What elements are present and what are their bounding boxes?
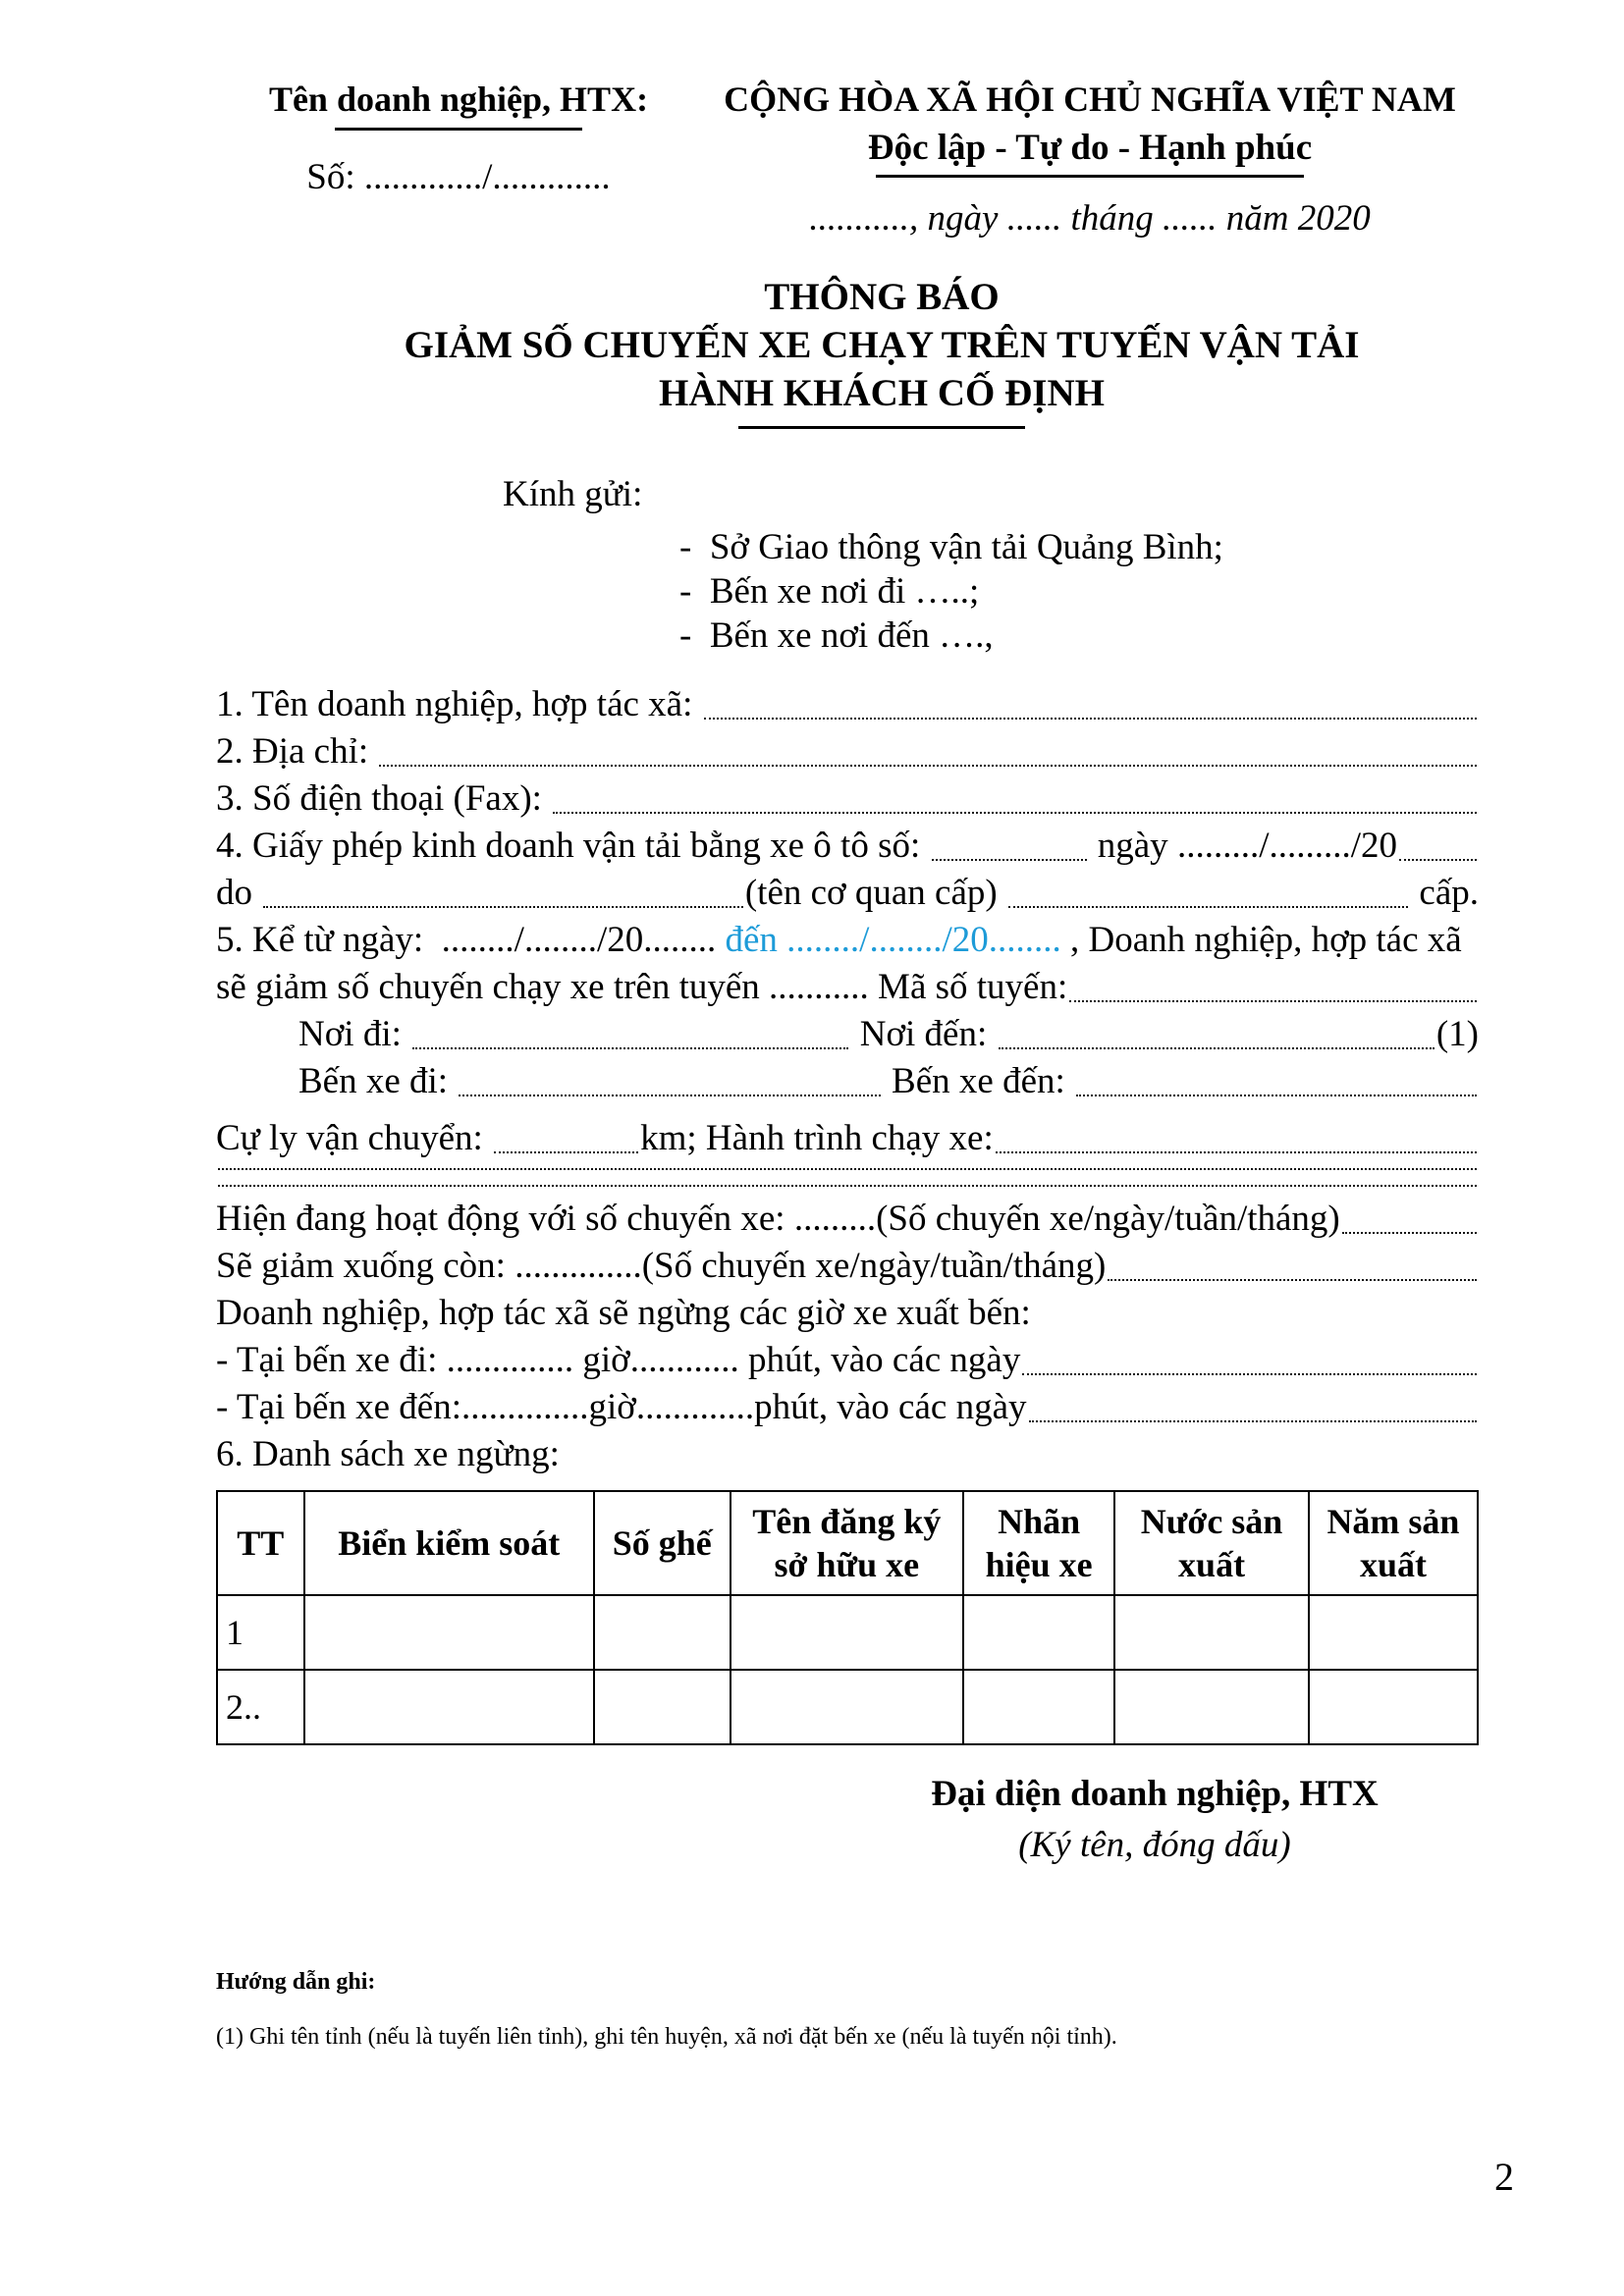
line-text: km; Hành trình chạy xe: — [640, 1118, 994, 1158]
date-line: ..........., ngày ...... tháng ...... năm 2020 — [809, 198, 1371, 239]
line-giam-so-chuyen — [216, 964, 1479, 1011]
dotted-fill — [1108, 1279, 1477, 1281]
header-left-block — [216, 77, 701, 240]
line-text: - Tại bến xe đến:..............giờ.............phút, vào các ngày — [216, 1387, 1027, 1427]
document-number-line: Số: ............./............. — [306, 157, 611, 197]
line-co-quan-cap — [216, 870, 1479, 917]
table-header-row — [217, 1491, 1478, 1595]
form-body — [216, 681, 1479, 1478]
line-text: (tên cơ quan cấp) — [744, 873, 1006, 913]
line-tai-ben-xe-den — [216, 1384, 1479, 1431]
line-hien-dang-hoat-dong — [216, 1196, 1479, 1243]
document-header — [216, 77, 1479, 240]
stopped-vehicles-table — [216, 1490, 1479, 1745]
table-column-header: Tên đăng ký sở hữu xe — [731, 1491, 964, 1595]
dotted-fill — [1029, 1420, 1478, 1422]
table-cell — [1114, 1595, 1309, 1670]
line-text: ........./........./20 — [1176, 826, 1397, 866]
dotted-fill — [494, 1151, 638, 1153]
line-text: 2. Địa chỉ: — [216, 731, 378, 772]
dotted-fill — [1399, 859, 1477, 861]
dotted-fill — [1076, 1095, 1477, 1096]
line-text: Doanh nghiệp, hợp tác xã sẽ ngừng các giờ xe xuất bến: — [216, 1293, 1031, 1333]
table-cell — [1114, 1670, 1309, 1744]
table-cell — [304, 1595, 594, 1670]
line-hanh-trinh-dots-1 — [216, 1168, 1479, 1179]
header-left-underline — [335, 128, 582, 131]
line-text: 6. Danh sách xe ngừng: — [216, 1434, 560, 1474]
line-dia-chi — [216, 728, 1479, 775]
title-line-1: THÔNG BÁO — [764, 276, 1000, 318]
line-text: Nơi đến: — [850, 1014, 997, 1054]
line-danh-sach-xe-ngung — [216, 1431, 1479, 1478]
title-line-2: GIẢM SỐ CHUYẾN XE CHẠY TRÊN TUYẾN VẬN TẢI — [404, 324, 1360, 366]
line-text: .............. — [514, 1246, 642, 1286]
header-right-block — [701, 77, 1479, 240]
table-cell — [731, 1670, 964, 1744]
table-cell — [1309, 1595, 1478, 1670]
table-cell — [594, 1670, 731, 1744]
recipient-item: - Bến xe nơi đến …., — [679, 615, 994, 656]
line-tai-ben-xe-di — [216, 1337, 1479, 1384]
title-underline — [738, 426, 1025, 429]
recipients-label: Kính gửi: — [503, 474, 643, 514]
footnote — [216, 1967, 1479, 2052]
company-name-label: Tên doanh nghiệp, HTX: — [268, 80, 649, 119]
line-text: ngày — [1088, 826, 1177, 866]
document-content — [216, 77, 1479, 1869]
footnote-text: (1) Ghi tên tỉnh (nếu là tuyến liên tỉnh), ghi tên huyện, xã nơi đặt bến xe (nếu là tuyến nội tỉnh). — [216, 2024, 1117, 2050]
table-cell — [304, 1670, 594, 1744]
line-giay-phep — [216, 823, 1479, 870]
line-ten-doanh-nghiep — [216, 681, 1479, 728]
national-motto: Độc lập - Tự do - Hạnh phúc — [867, 128, 1313, 168]
line-text: - Tại bến xe đi: .............. giờ............ phút, vào các ngày — [216, 1340, 1021, 1380]
table-cell — [963, 1670, 1114, 1744]
line-dien-thoai — [216, 775, 1479, 823]
table-column-header: TT — [217, 1491, 304, 1595]
table-column-header: Biển kiểm soát — [304, 1491, 594, 1595]
dotted-fill — [932, 859, 1087, 861]
dotted-fill — [1022, 1373, 1477, 1375]
recipient-item: - Bến xe nơi đi …..; — [679, 571, 980, 612]
line-text: ........... — [769, 967, 869, 1007]
table-column-header: Nước sản xuất — [1114, 1491, 1309, 1595]
signature-block — [831, 1771, 1479, 1869]
line-text: (Số chuyến xe/ngày/tuần/tháng) — [641, 1246, 1107, 1286]
line-text: Nơi đi: — [298, 1014, 411, 1054]
line-text: (1) — [1435, 1014, 1480, 1054]
national-title: CỘNG HÒA XÃ HỘI CHỦ NGHĨA VIỆT NAM — [724, 80, 1456, 119]
dotted-fill — [1008, 906, 1408, 908]
table-cell: 1 — [217, 1595, 304, 1670]
table-body — [217, 1595, 1478, 1744]
dotted-fill — [263, 906, 743, 908]
dotted-fill — [218, 1168, 1477, 1170]
table-column-header: Số ghế — [594, 1491, 731, 1595]
table-column-header: Nhãn hiệu xe — [963, 1491, 1114, 1595]
line-noi-di-noi-den — [298, 1011, 1479, 1058]
title-line-3: HÀNH KHÁCH CỐ ĐỊNH — [659, 372, 1105, 414]
line-text: Sẽ giảm xuống còn: — [216, 1246, 515, 1286]
line-text: Mã số tuyến: — [868, 967, 1068, 1007]
line-text: sẽ giảm số chuyến chạy xe trên tuyến — [216, 967, 770, 1007]
line-text: 1. Tên doanh nghiệp, hợp tác xã: — [216, 684, 702, 724]
dotted-fill — [412, 1047, 848, 1049]
dotted-fill — [999, 1047, 1435, 1049]
line-cu-ly — [216, 1115, 1479, 1162]
header-right-underline — [876, 175, 1304, 178]
dotted-fill — [704, 718, 1477, 720]
recipients-list — [679, 525, 1479, 658]
dotted-fill — [379, 765, 1477, 767]
line-text: cấp. — [1410, 873, 1479, 913]
signature-title: Đại diện doanh nghiệp, HTX — [931, 1774, 1379, 1814]
line-text: (Số chuyến xe/ngày/tuần/tháng) — [876, 1199, 1340, 1239]
line-se-giam-xuong — [216, 1243, 1479, 1290]
line-ngung-gio-xuat-ben — [216, 1290, 1479, 1337]
table-column-header: Năm sản xuất — [1309, 1491, 1478, 1595]
dotted-fill — [1069, 1000, 1477, 1002]
signature-instruction: (Ký tên, đóng dấu) — [1018, 1825, 1291, 1865]
line-text: Bến xe đến: — [882, 1061, 1075, 1101]
line-text: 5. Kể từ ngày: ......../......../20........ — [216, 920, 726, 960]
page-number: 2 — [1494, 2155, 1514, 2199]
recipient-item: - Sở Giao thông vận tải Quảng Bình; — [679, 527, 1223, 567]
line-ke-tu-ngay — [216, 917, 1479, 964]
dotted-fill — [1342, 1232, 1477, 1234]
dotted-fill — [996, 1151, 1477, 1153]
table-row — [217, 1595, 1478, 1670]
dotted-fill — [459, 1095, 880, 1096]
line-text: , Doanh nghiệp, hợp tác xã — [1060, 920, 1462, 960]
table-cell — [594, 1595, 731, 1670]
footnote-label: Hướng dẫn ghi: — [216, 1969, 376, 1995]
line-text: ......... — [793, 1199, 877, 1239]
document-title — [285, 273, 1479, 429]
line-text: 4. Giấy phép kinh doanh vận tải bằng xe ô tô số: — [216, 826, 930, 866]
table-cell: 2.. — [217, 1670, 304, 1744]
line-hanh-trinh-dots-2 — [216, 1185, 1479, 1196]
line-text: Hiện đang hoạt động với số chuyến xe: — [216, 1199, 794, 1239]
line-text: 3. Số điện thoại (Fax): — [216, 778, 552, 819]
line-text: Bến xe đi: — [298, 1061, 458, 1101]
line-ben-xe-di-den — [298, 1058, 1479, 1105]
line-text: do — [216, 873, 262, 913]
table-row — [217, 1670, 1478, 1744]
dotted-fill — [218, 1185, 1477, 1187]
line-text: Cự ly vận chuyển: — [216, 1118, 493, 1158]
table-cell — [963, 1595, 1114, 1670]
line-text: đến ......../......../20........ — [725, 920, 1061, 960]
table-cell — [1309, 1670, 1478, 1744]
table-cell — [731, 1595, 964, 1670]
dotted-fill — [553, 812, 1477, 814]
